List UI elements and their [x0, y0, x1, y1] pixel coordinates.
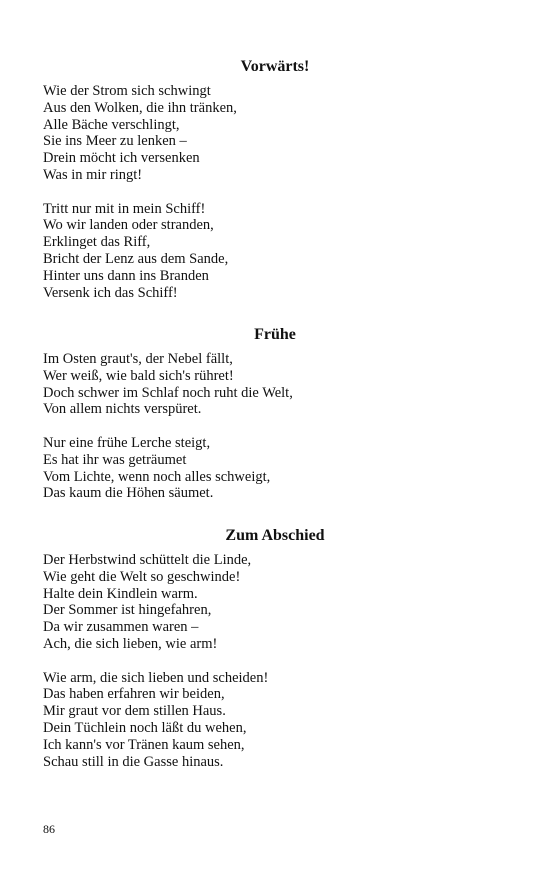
poem-title: Zum Abschied: [225, 527, 325, 544]
poem-vorwaerts: [43, 57, 507, 301]
poem-body: [43, 552, 507, 770]
verse-line: Was in mir ringt!: [43, 166, 143, 183]
poem-title: Vorwärts!: [240, 58, 310, 75]
verse-line: Es hat ihr was geträumet: [43, 451, 187, 468]
verse-line: Wer weiß, wie bald sich's rühret!: [43, 367, 234, 384]
poem-fruehe: [43, 325, 507, 502]
verse-line: Das kaum die Höhen säumet.: [43, 485, 214, 502]
verse-line: Bricht der Lenz aus dem Sande,: [43, 250, 229, 267]
stanza: [43, 351, 507, 418]
stanza: [43, 670, 507, 771]
verse-line: Da wir zusammen waren –: [43, 619, 199, 636]
poem-zum-abschied: [43, 526, 507, 770]
verse-line: Der Herbstwind schüttelt die Linde,: [43, 552, 252, 568]
verse-line: Vom Lichte, wenn noch alles schweigt,: [43, 468, 271, 485]
verse-line: Wie arm, die sich lieben und scheiden!: [43, 669, 269, 686]
verse-line: Hinter uns dann ins Branden: [43, 267, 209, 284]
verse-line: Ich kann's vor Tränen kaum sehen,: [43, 736, 245, 753]
verse-line: Versenk ich das Schiff!: [43, 284, 178, 301]
verse-line: Wo wir landen oder stranden,: [43, 217, 214, 234]
verse-line: Erklinget das Riff,: [43, 234, 151, 251]
verse-line: Alle Bäche verschlingt,: [43, 116, 180, 133]
verse-line: Das haben erfahren wir beiden,: [43, 686, 225, 703]
poem-title: Frühe: [254, 326, 296, 343]
verse-line: Im Osten graut's, der Nebel fällt,: [43, 351, 233, 367]
stanza: [43, 552, 507, 653]
verse-line: Nur eine frühe Lerche steigt,: [43, 434, 211, 451]
poem-body: [43, 351, 507, 502]
verse-line: Sie ins Meer zu lenken –: [43, 133, 187, 150]
verse-line: Halte dein Kindlein warm.: [43, 585, 198, 602]
page-number: 86: [43, 822, 55, 836]
verse-line: Dein Tüchlein noch läßt du wehen,: [43, 719, 247, 736]
verse-line: Ach, die sich lieben, wie arm!: [43, 635, 218, 652]
verse-line: Der Sommer ist hingefahren,: [43, 602, 212, 619]
verse-line: Drein möcht ich versenken: [43, 150, 200, 167]
stanza: [43, 201, 507, 302]
stanza: [43, 83, 507, 184]
verse-line: Mir graut vor dem stillen Haus.: [43, 703, 226, 720]
verse-line: Tritt nur mit in mein Schiff!: [43, 200, 206, 217]
stanza: [43, 435, 507, 502]
verse-line: Wie geht die Welt so geschwinde!: [43, 568, 241, 585]
verse-line: Aus den Wolken, die ihn tränken,: [43, 99, 237, 116]
verse-line: Von allem nichts verspüret.: [43, 401, 202, 418]
verse-line: Doch schwer im Schlaf noch ruht die Welt,: [43, 384, 293, 401]
verse-line: Schau still in die Gasse hinaus.: [43, 753, 224, 770]
poem-body: [43, 83, 507, 301]
verse-line: Wie der Strom sich schwingt: [43, 83, 211, 99]
